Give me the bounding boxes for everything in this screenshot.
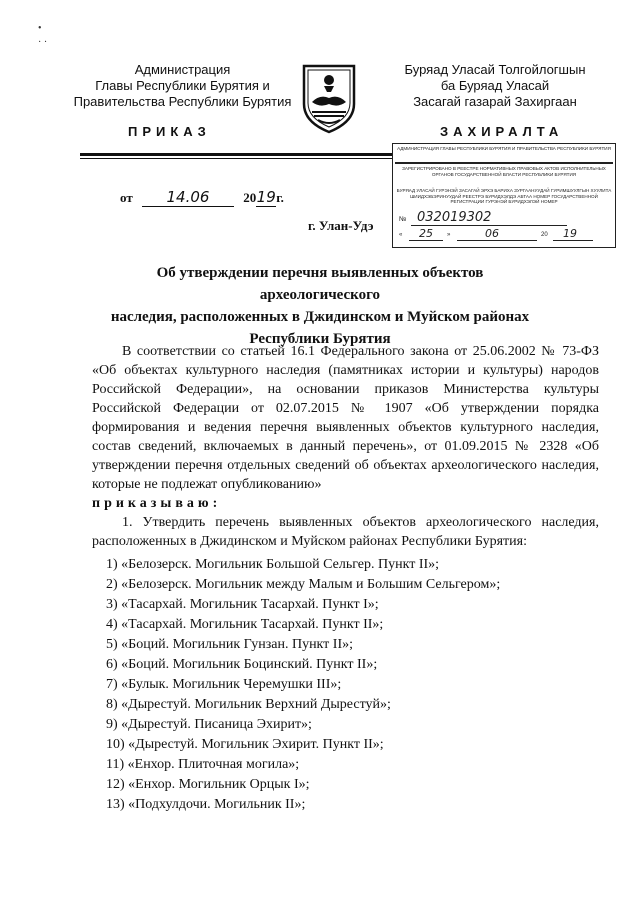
list-item: 11) «Енхор. Плиточная могила»; [106,757,300,772]
order-word: приказываю: [92,496,222,511]
date-year-mark: г. [276,190,284,205]
date-year-prefix: 20 [243,190,257,205]
doc-type-right: ЗАХИРАЛТА [440,124,564,139]
date-prefix: от [120,190,133,205]
stamp-year-prefix: 20 [541,232,548,238]
header-right-line: Засагай газарай Захиргаан [413,94,577,109]
registration-stamp: АДМИНИСТРАЦИЯ ГЛАВЫ РЕСПУБЛИКИ БУРЯТИЯ И ПРАВИТЕЛЬСТВА РЕСПУБЛИКИ БУРЯТИЯ ЗАРЕГИСТРИРОВАНО В РЕЕСТРЕ НОРМАТИВНЫХ ПРАВОВЫХ АКТОВ ИСПОЛНИТЕЛЬНЫХ ОРГАНОВ ГОСУДАРСТВЕННОЙ ВЛАСТИ РЕСПУБЛИКИ БУРЯТИЯ БУРЯАД УЛАСАЙ ГУРЭНЭЙ ЗАСАГАЙ ЭРХЭ БАРИХА ЗУРГААНУУДАЙ ГУРИМШУУЛГЫН ХУУЛИТА ШИИДХЭБЭРИНУУДАЙ РЕЕСТРЭ БУРИДХЭЛДЭ АБТАА НОМЕР ГОСУДАРСТВЕННОЙ РЕГИСТРАЦИИ ГУРЭНЭЙ БУРИДХЭЛЭЙ НОМЕР № 032019302 « 25 » 06 20 19 [392,143,616,248]
stamp-number: 032019302 [411,211,567,226]
list-item: 12) «Енхор. Могильник Орцык I»; [106,777,310,792]
stamp-number-label: № [399,216,407,223]
city: г. Улан-Удэ [308,218,374,233]
objects-list [92,555,599,815]
header-right-line: Буряад Уласай Толгойлогшын [404,62,586,77]
header-left [60,62,305,110]
stamp-day: 25 [419,227,433,240]
header-right-line: ба Буряад Уласай [440,78,550,93]
list-item: 4) «Тасархай. Могильник Тасархай. Пункт II»; [106,617,384,632]
stamp-line: АДМИНИСТРАЦИЯ ГЛАВЫ РЕСПУБЛИКИ БУРЯТИЯ И ПРАВИТЕЛЬСТВА РЕСПУБЛИКИ БУРЯТИЯ [397,146,611,151]
stamp-line: БУРЯАД УЛАСАЙ ГУРЭНЭЙ ЗАСАГАЙ ЭРХЭ БАРИХА ЗУРГААНУУДАЙ ГУРИМШУУЛГЫН ХУУЛИТА ШИИДХЭБЭРИНУУДАЙ РЕЕСТРЭ БУРИДХЭЛДЭ АБТАА НОМЕР ГОСУДАРСТВЕННОЙ РЕГИСТРАЦИИ ГУРЭНЭЙ БУРИДХЭЛЭЙ НОМЕР [396,188,612,205]
header-left-line: Главы Республики Бурятия и [95,78,270,93]
list-item: 6) «Боций. Могильник Боцинский. Пункт II»; [106,657,378,672]
header-right [385,62,605,110]
list-item: 8) «Дырестуй. Могильник Верхний Дырестуй»; [106,697,391,712]
point-1: 1. Утвердить перечень выявленных объектов археологического наследия, расположенных в Джидинском и Муйском районах Республики Бурятия: [92,515,599,549]
stamp-line: ЗАРЕГИСТРИРОВАНО В РЕЕСТРЕ НОРМАТИВНЫХ ПРАВОВЫХ АКТОВ ИСПОЛНИТЕЛЬНЫХ ОРГАНОВ ГОСУДАРСТВЕННОЙ ВЛАСТИ РЕСПУБЛИКИ БУРЯТИЯ [402,166,606,177]
scan-marks: • · · [38,23,48,48]
document-title [100,262,540,350]
stamp-divider [395,162,613,164]
preamble: В соответствии со статьей 16.1 Федерального закона от 25.06.2002 № 73-ФЗ «Об объектах культурного наследия (памятниках истории и культуры) народов Российской Федерации», на основании приказов Министерства культуры Российской Федерации от 02.07.2015 № 1907 «Об утверждении порядка формирования и ведения перечня выявленных объектов культурного наследия, состав сведений, включаемых в данный перечень», от 01.09.2015 № 2328 «Об утверждении перечня отдельных сведений об объектах археологического наследия, которые не подлежат опубликованию» [92,344,599,492]
header-left-line: Администрация [134,62,231,77]
title-line: Об утверждении перечня выявленных объектов археологического [156,265,484,303]
document-body [92,342,599,815]
stamp-month: 06 [485,227,499,240]
coat-of-arms-emblem [298,56,360,136]
list-item: 3) «Тасархай. Могильник Тасархай. Пункт I»; [106,597,379,612]
doc-type-left: ПРИКАЗ [128,124,211,139]
title-line: Республики Бурятия [249,331,391,347]
date-day-month: 14.06 [142,188,234,207]
list-item: 5) «Боций. Могильник Гунзан. Пункт II»; [106,637,354,652]
list-item: 9) «Дырестуй. Писаница Эхирит»; [106,717,312,732]
list-item: 13) «Подхулдочи. Могильник II»; [106,797,306,812]
list-item: 1) «Белозерск. Могильник Большой Сельгер. Пункт II»; [106,557,440,572]
list-item: 2) «Белозерск. Могильник между Малым и Большим Сельгером»; [106,577,501,592]
list-item: 10) «Дырестуй. Могильник Эхирит. Пункт II»; [106,737,384,752]
title-line: наследия, расположенных в Джидинском и Муйском районах [110,309,530,325]
header-left-line: Правительства Республики Бурятия [73,94,292,109]
order-date [120,188,284,207]
date-year-suffix: 19 [256,188,276,206]
list-item: 7) «Булык. Могильник Черемушки III»; [106,677,342,692]
stamp-year-suffix: 19 [563,227,577,240]
